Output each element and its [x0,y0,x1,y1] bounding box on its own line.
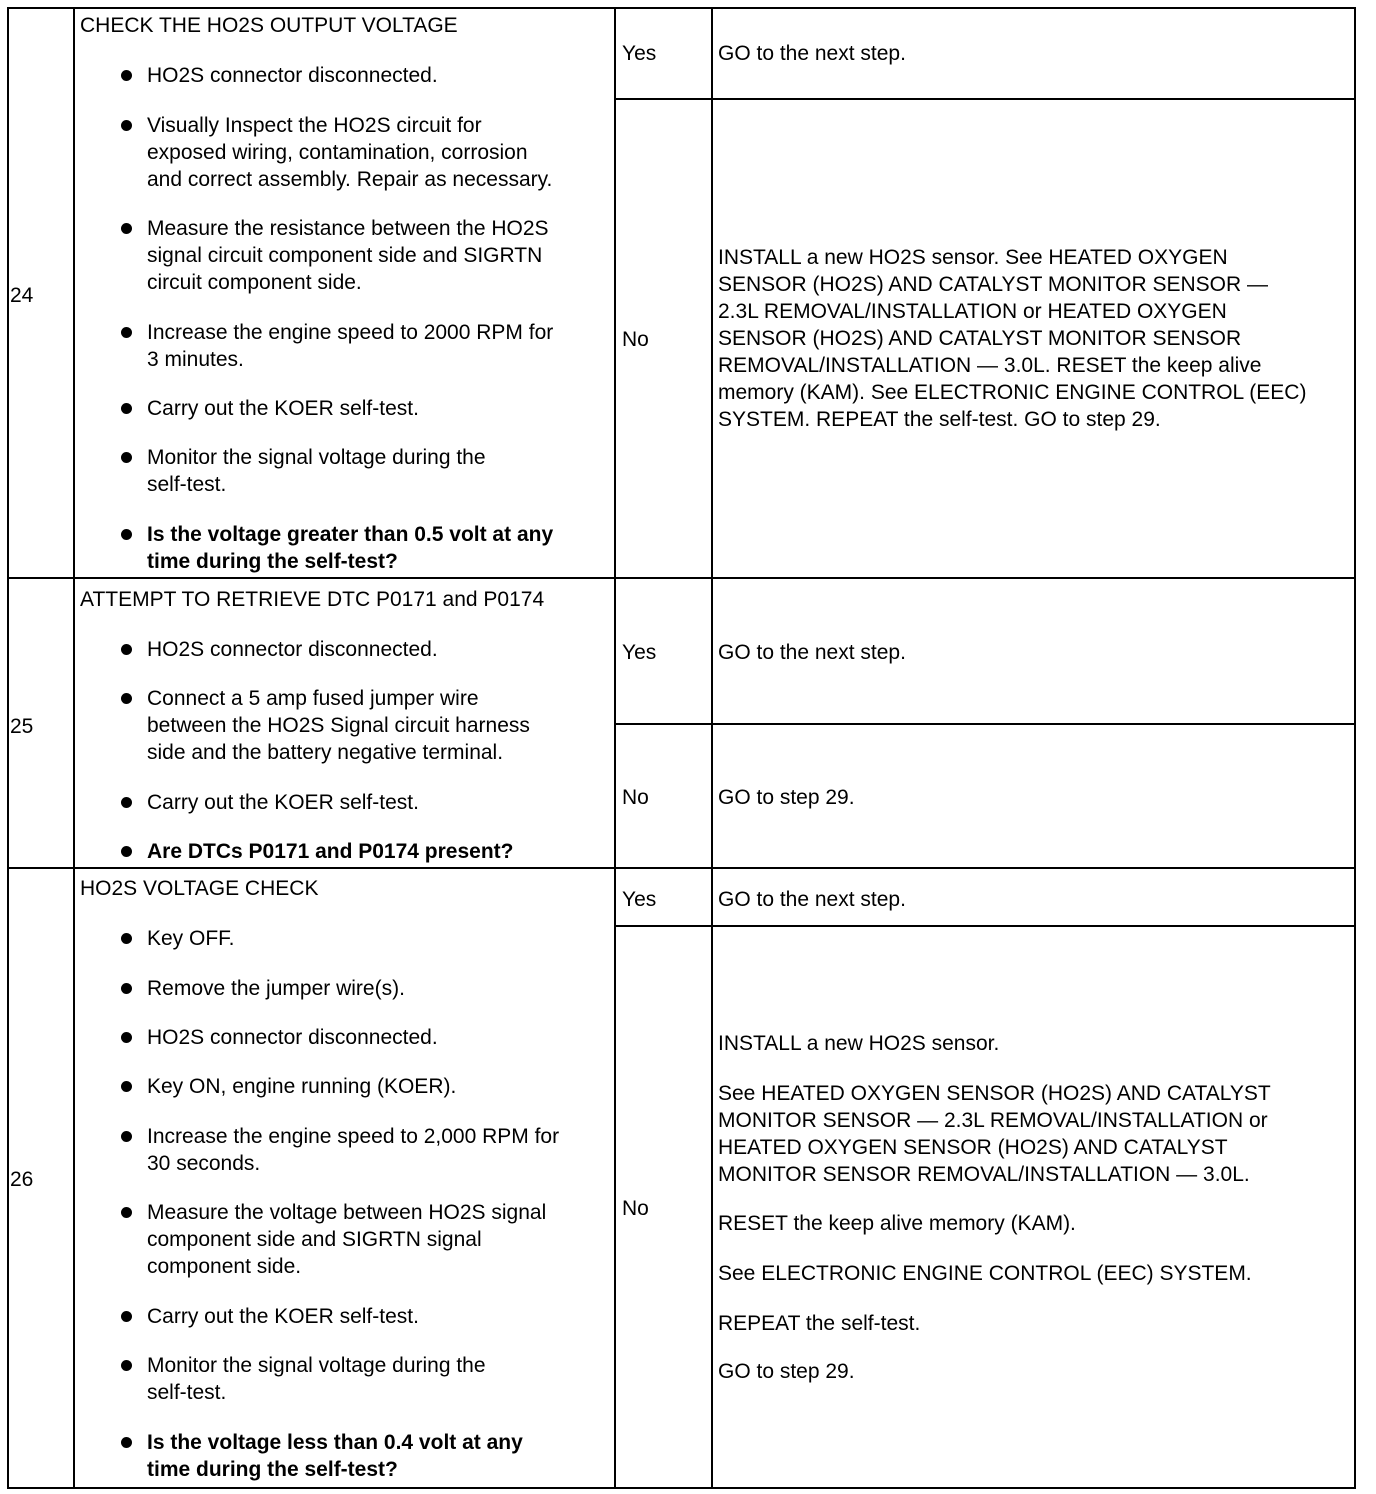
step-question: Is the voltage greater than 0.5 volt at any time during the self-test? [147,523,554,573]
no-action-paragraph: See HEATED OXYGEN SENSOR (HO2S) AND CATALYST MONITOR SENSOR — 2.3L REMOVAL/INSTALLATION or HEATED OXYGEN SENSOR (HO2S) AND CATALYST MONITOR SENSOR REMOVAL/INSTALLATION — 3.0L. [718,1082,1271,1186]
list-item: Measure the resistance between the HO2S signal circuit component side and SIGRTN circuit component side. [147,217,549,294]
column-divider [73,7,75,1489]
step-number: 26 [10,1168,34,1191]
list-item: Remove the jumper wire(s). [147,977,405,1000]
list-item: HO2S connector disconnected. [147,64,438,87]
step-title: CHECK THE HO2S OUTPUT VOLTAGE [80,14,458,37]
row-divider [7,867,1356,869]
yes-label: Yes [622,888,657,911]
table-border-top [7,7,1356,9]
column-divider [614,7,616,1489]
no-action-paragraph: INSTALL a new HO2S sensor. [718,1032,1000,1055]
list-item: Measure the voltage between HO2S signal component side and SIGRTN signal component side. [147,1201,547,1278]
step-number: 25 [10,715,34,738]
step-title: HO2S VOLTAGE CHECK [80,877,319,900]
step-title: ATTEMPT TO RETRIEVE DTC P0171 and P0174 [80,588,545,611]
list-item: Carry out the KOER self-test. [147,791,419,814]
row-divider [7,577,1356,579]
step-question: Is the voltage less than 0.4 volt at any time during the self-test? [147,1431,523,1481]
yes-label: Yes [622,641,657,664]
no-label: No [622,786,649,809]
answer-divider [614,98,1356,100]
list-item: HO2S connector disconnected. [147,1026,438,1049]
list-item: Key OFF. [147,927,235,950]
yes-action: GO to the next step. [718,641,906,664]
table-border-bottom [7,1487,1356,1489]
yes-action: GO to the next step. [718,888,906,911]
list-item: Key ON, engine running (KOER). [147,1075,457,1098]
answer-divider [614,925,1356,927]
no-action: GO to step 29. [718,786,855,809]
column-divider [711,7,713,1489]
table-border-left [7,7,9,1489]
list-item: Increase the engine speed to 2000 RPM for 3 minutes. [147,321,554,371]
no-action-paragraph: See ELECTRONIC ENGINE CONTROL (EEC) SYSTEM. [718,1262,1252,1285]
no-label: No [622,328,649,351]
list-item: Connect a 5 amp fused jumper wire between the HO2S Signal circuit harness side and the battery negative terminal. [147,687,530,764]
no-action-paragraph: RESET the keep alive memory (KAM). [718,1212,1076,1235]
no-action-paragraph: REPEAT the self-test. [718,1312,921,1335]
list-item: Carry out the KOER self-test. [147,397,419,420]
list-item: HO2S connector disconnected. [147,638,438,661]
answer-divider [614,723,1356,725]
step-question: Are DTCs P0171 and P0174 present? [147,840,514,863]
list-item: Monitor the signal voltage during the self-test. [147,1354,486,1404]
list-item: Carry out the KOER self-test. [147,1305,419,1328]
no-label: No [622,1197,649,1220]
no-action-paragraph: GO to step 29. [718,1360,855,1383]
yes-label: Yes [622,42,657,65]
step-number: 24 [10,284,34,307]
list-item: Increase the engine speed to 2,000 RPM for 30 seconds. [147,1125,560,1175]
yes-action: GO to the next step. [718,42,906,65]
list-item: Visually Inspect the HO2S circuit for exposed wiring, contamination, corrosion and correct assembly. Repair as necessary. [147,114,553,191]
list-item: Monitor the signal voltage during the self-test. [147,446,486,496]
no-action: INSTALL a new HO2S sensor. See HEATED OXYGEN SENSOR (HO2S) AND CATALYST MONITOR SENSOR — 2.3L REMOVAL/INSTALLATION or HEATED OXYGEN SENSOR (HO2S) AND CATALYST MONITOR SENSOR REMOVAL/INSTALLATION — 3.0L. RESET the keep alive memory (KAM). See ELECTRONIC ENGINE CONTROL (EEC) SYSTEM. REPEAT the self-test. GO to step 29. [718,246,1307,431]
